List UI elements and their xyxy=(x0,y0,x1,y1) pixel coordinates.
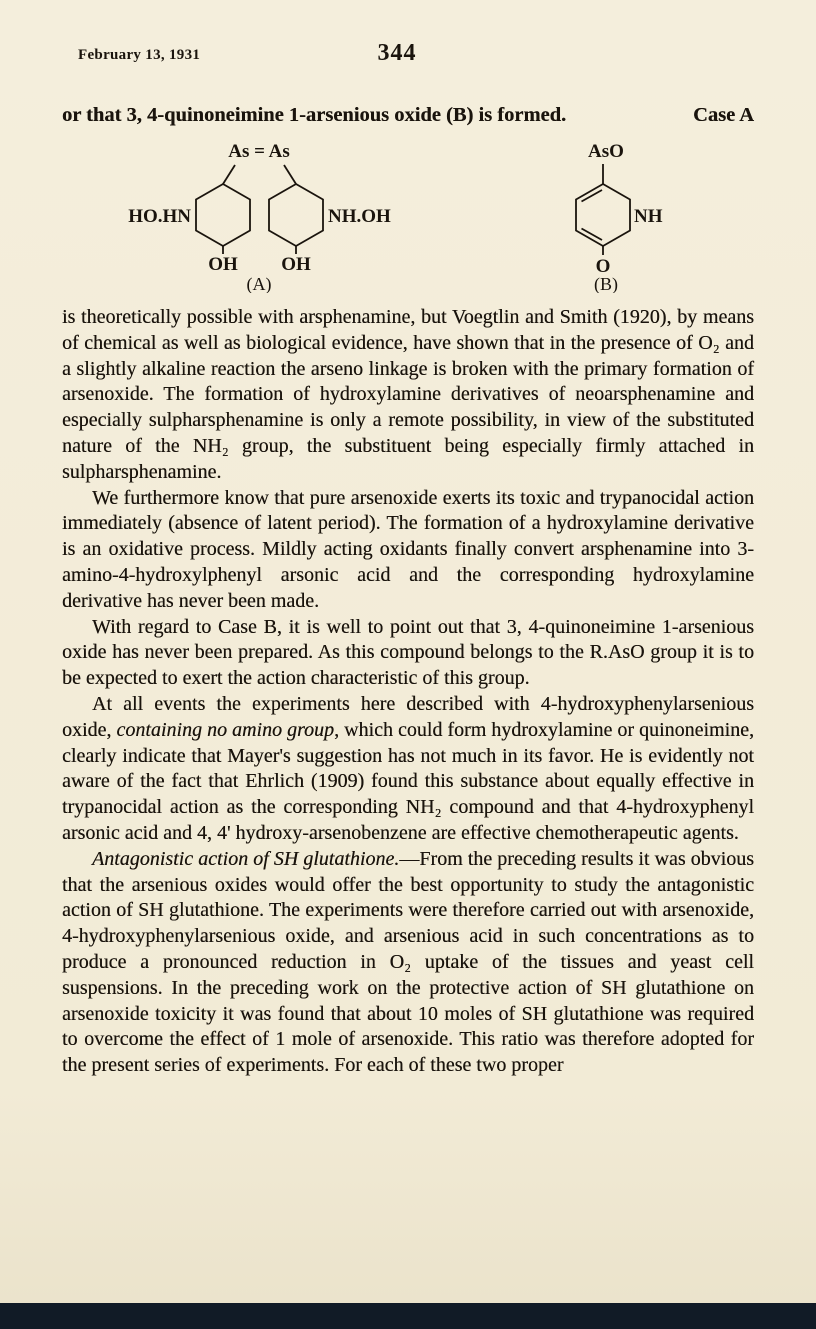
page-number: 344 xyxy=(377,40,417,66)
issue-date: February 13, 1931 xyxy=(78,47,201,63)
paragraph-4-text-tail: , which could form hydroxylamine or quinoneimine, clearly indicate that Mayer's suggestion has not much in its favor. He is evidently not aware of the fact that Ehrlich (1909) found this substance about equally effective in trypanocidal action as the corresponding NH₂ compound and that 4-hydroxyphenyl arsonic acid and 4, 4' hydroxy-arsenobenzene are effective chemotherapeutic agents. xyxy=(62,718,755,844)
section-heading-case-label: Case A xyxy=(693,104,754,126)
benzene-ring-left xyxy=(196,184,250,246)
hydroxylamino-right-label: NH.OH xyxy=(328,206,391,227)
paragraph-5 xyxy=(62,847,754,1079)
paragraph-4-text-lead: At all events the experiments here described with 4-hydroxyphenylarsenious oxide, xyxy=(62,692,754,741)
chemical-structures-figure xyxy=(128,139,816,293)
bond-line xyxy=(284,165,296,184)
article-body xyxy=(62,305,754,1079)
paragraph-4 xyxy=(62,692,754,847)
hydroxyl-right-label: OH xyxy=(281,254,311,275)
structure-b-diagram xyxy=(548,139,678,293)
paragraph-2: We furthermore know that pure arsenoxide exerts its toxic and trypanocidal action immediately (absence of latent period). The formation of a hydroxylamine derivative is an oxidative process. Mildly acting oxidants finally convert arsphenamine into 3-amino-4-hydroxylphenyl arsonic acid and the corresponding hydroxylamine derivative has never been made. xyxy=(62,486,754,612)
double-bond-line xyxy=(582,229,603,241)
bond-line xyxy=(223,165,235,184)
arsenoxide-label: AsO xyxy=(588,141,624,162)
arseno-bond-label: As = As xyxy=(228,141,290,162)
paragraph-5-text: —From the preceding results it was obvious that the arsenious oxides would offer the best opportunity to study the antagonistic action of SH glutathione. The experiments were therefore carried out with arsenoxide, 4-hydroxyphenylarsenious oxide, and arsenious acid in such concentrations as to produce a pronounced reduction in O₂ uptake of the tissues and yeast cell suspensions. In the preceding work on the protective action of SH glutathione on arsenoxide toxicity it was found that about 10 moles of SH glutathione was required to overcome the effect of 1 mole of arsenoxide. This ratio was therefore adopted for the present series of experiments. For each of these two proper xyxy=(62,847,754,1077)
section-heading-main: or that 3, 4-quinoneimine 1-arsenious oxide (B) is formed. xyxy=(62,104,567,126)
paragraph-4-italic-phrase: containing no amino group xyxy=(116,718,335,741)
benzene-ring-right xyxy=(269,184,323,246)
structure-a-caption: (A) xyxy=(246,274,272,293)
keto-oxygen-label: O xyxy=(595,256,611,277)
imine-label: NH xyxy=(634,206,663,227)
structure-a-diagram xyxy=(128,139,398,293)
section-heading xyxy=(62,104,754,127)
quinone-ring xyxy=(576,184,630,246)
page-header xyxy=(0,0,816,74)
paragraph-3: With regard to Case B, it is well to point out that 3, 4-quinoneimine 1-arsenious oxide has never been prepared. As this compound belongs to the R.AsO group it is to be expected to exert the action characteristic of this group. xyxy=(62,615,754,690)
paragraph-1: is theoretically possible with arsphenamine, but Voegtlin and Smith (1920), by means of chemical as well as biological evidence, have shown that in the presence of O₂ and a slightly alkaline reaction the arseno linkage is broken with the primary formation of arsenoxide. The formation of hydroxylamine derivatives of neoarsphenamine and especially sulpharsphenamine is only a remote possibility, in view of the substituted nature of the NH₂ group, the substituent being especially firmly attached in sulpharsphenamine. xyxy=(62,306,754,483)
paragraph-5-italic-lead: Antagonistic action of SH glutathione. xyxy=(92,847,400,870)
scan-edge-artifact xyxy=(0,1303,816,1329)
hydroxyl-left-label: OH xyxy=(208,254,238,275)
double-bond-line xyxy=(582,190,603,202)
structure-b-caption: (B) xyxy=(594,274,618,293)
hydroxylamino-left-label: HO.HN xyxy=(128,206,191,227)
